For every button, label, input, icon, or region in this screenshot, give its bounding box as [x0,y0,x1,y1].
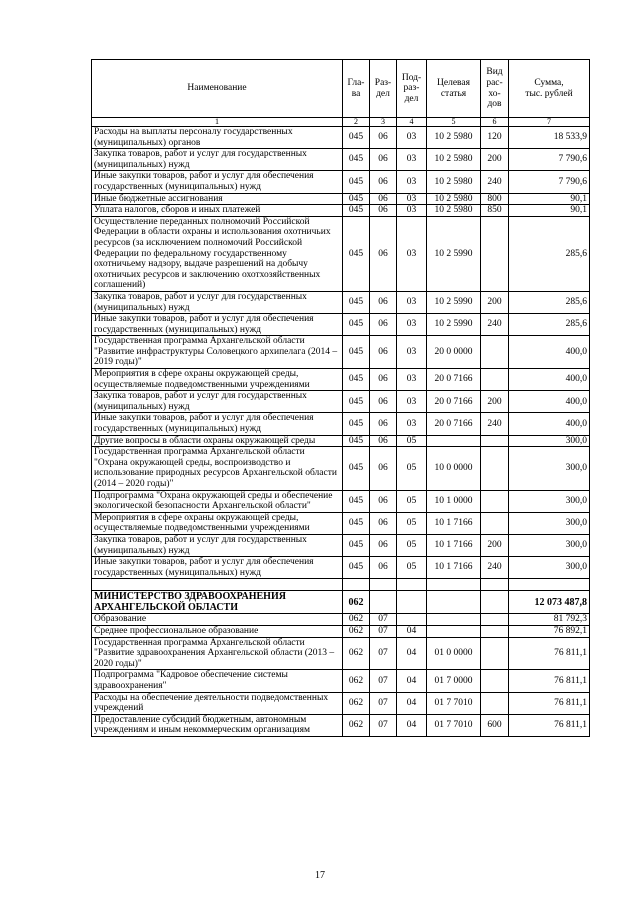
row-type [481,692,509,714]
table-row [92,435,590,447]
budget-table [91,59,590,737]
row-section: 06 [370,314,397,336]
row-chapter: 062 [343,625,370,637]
row-target: 01 7 7010 [427,692,481,714]
row-section: 06 [370,391,397,413]
column-number: 7 [509,118,590,127]
row-type: 200 [481,291,509,313]
table-row [92,149,590,171]
table-row [92,714,590,736]
table-row [92,216,590,291]
header-chapter: Гла- ва [343,60,370,118]
row-amount: 76 811,1 [509,714,590,736]
table-row [92,614,590,626]
row-chapter: 045 [343,435,370,447]
row-target: 10 2 5990 [427,314,481,336]
row-subsection: 04 [397,625,427,637]
row-type: 200 [481,391,509,413]
row-subsection: 05 [397,447,427,490]
row-amount: 285,6 [509,216,590,291]
row-section: 07 [370,714,397,736]
row-name: Уплата налогов, сборов и иных платежей [92,205,343,217]
row-subsection: 05 [397,490,427,512]
row-section: 06 [370,534,397,556]
row-chapter: 045 [343,534,370,556]
row-name: Осуществление переданных полномочий Российской Федерации в области охраны и использования охотничьих ресурсов (за исключением полномочий Российской Федерации по федеральному государственному охотничьему надзору, выдаче разрешений на добычу охотничьих ресурсов и заключению охотхозяйственных соглашений) [92,216,343,291]
row-name: Закупка товаров, работ и услуг для государственных (муниципальных) нужд [92,291,343,313]
row-target [427,435,481,447]
row-type [481,216,509,291]
row-subsection: 03 [397,149,427,171]
row-chapter: 045 [343,171,370,193]
row-target: 20 0 7166 [427,413,481,435]
row-subsection: 04 [397,714,427,736]
row-target [427,625,481,637]
header-name: Наименование [92,60,343,118]
row-target: 10 2 5990 [427,291,481,313]
row-section: 06 [370,490,397,512]
row-target: 10 0 0000 [427,447,481,490]
row-type [481,670,509,692]
row-chapter: 062 [343,692,370,714]
row-amount: 90,1 [509,205,590,217]
row-section: 06 [370,336,397,369]
column-number: 4 [397,118,427,127]
table-row [92,591,590,614]
row-section: 06 [370,557,397,579]
row-subsection: 04 [397,637,427,670]
row-amount: 90,1 [509,193,590,205]
row-subsection: 03 [397,171,427,193]
row-chapter: 045 [343,149,370,171]
row-chapter: 062 [343,591,370,614]
row-chapter: 045 [343,193,370,205]
row-type: 240 [481,171,509,193]
row-amount: 18 533,9 [509,127,590,149]
row-target: 01 0 0000 [427,637,481,670]
row-type: 120 [481,127,509,149]
row-chapter: 045 [343,314,370,336]
row-target: 01 7 0000 [427,670,481,692]
row-name: Государственная программа Архангельской области "Охрана окружающей среды, воспроизводство и использование природных ресурсов Архангельской области (2014 – 2020 годы)" [92,447,343,490]
table-row [92,557,590,579]
row-name: Иные закупки товаров, работ и услуг для обеспечения государственных (муниципальных) нужд [92,413,343,435]
table-row [92,205,590,217]
row-amount: 7 790,6 [509,171,590,193]
row-amount: 300,0 [509,447,590,490]
row-name: Подпрограмма "Охрана окружающей среды и обеспечение экологической безопасности Архангельской области" [92,490,343,512]
row-subsection [397,614,427,626]
row-chapter: 045 [343,336,370,369]
row-target: 10 2 5980 [427,127,481,149]
page-number: 17 [315,870,325,881]
row-type [481,435,509,447]
table-row [92,534,590,556]
row-name: Другие вопросы в области охраны окружающей среды [92,435,343,447]
row-name: Подпрограмма "Кадровое обеспечение системы здравоохранения" [92,670,343,692]
row-section: 06 [370,216,397,291]
table-row [92,127,590,149]
header-section: Раз- дел [370,60,397,118]
row-name: Государственная программа Архангельской области "Развитие инфраструктуры Соловецкого архипелага (2014 – 2019 годы)" [92,336,343,369]
column-number: 1 [92,118,343,127]
row-subsection [397,591,427,614]
row-type [481,637,509,670]
row-target: 20 0 7166 [427,369,481,391]
row-type [481,369,509,391]
row-chapter: 045 [343,413,370,435]
row-section: 06 [370,512,397,534]
row-subsection: 03 [397,314,427,336]
row-target [427,579,481,591]
row-amount: 300,0 [509,534,590,556]
row-amount: 285,6 [509,314,590,336]
header-row [92,60,590,118]
row-subsection: 03 [397,413,427,435]
column-number-row [92,118,590,127]
table-row [92,413,590,435]
table-row [92,490,590,512]
row-amount: 300,0 [509,512,590,534]
row-type: 850 [481,205,509,217]
table-row [92,579,590,591]
table-row [92,391,590,413]
row-target: 10 1 7166 [427,534,481,556]
row-name: МИНИСТЕРСТВО ЗДРАВООХРАНЕНИЯ АРХАНГЕЛЬСКОЙ ОБЛАСТИ [92,591,343,614]
table-row [92,314,590,336]
table-row [92,369,590,391]
row-section: 06 [370,193,397,205]
row-section: 06 [370,413,397,435]
row-name [92,579,343,591]
row-chapter: 062 [343,637,370,670]
row-amount: 76 811,1 [509,637,590,670]
column-number: 6 [481,118,509,127]
row-name: Закупка товаров, работ и услуг для государственных (муниципальных) нужд [92,149,343,171]
column-number: 2 [343,118,370,127]
row-name: Образование [92,614,343,626]
row-type: 200 [481,149,509,171]
row-section: 07 [370,637,397,670]
row-name: Расходы на обеспечение деятельности подведомственных учреждений [92,692,343,714]
row-chapter [343,579,370,591]
row-target: 10 2 5980 [427,193,481,205]
row-chapter: 045 [343,369,370,391]
row-amount: 285,6 [509,291,590,313]
row-type: 800 [481,193,509,205]
row-name: Расходы на выплаты персоналу государственных (муниципальных) органов [92,127,343,149]
row-amount: 81 792,3 [509,614,590,626]
row-chapter: 045 [343,391,370,413]
row-amount: 300,0 [509,557,590,579]
row-type: 600 [481,714,509,736]
row-subsection: 05 [397,512,427,534]
row-amount: 12 073 487,8 [509,591,590,614]
header-amount: Сумма, тыс. рублей [509,60,590,118]
header-type: Вид рас- хо- дов [481,60,509,118]
row-subsection: 05 [397,534,427,556]
row-section: 07 [370,625,397,637]
row-section: 06 [370,205,397,217]
row-section: 06 [370,171,397,193]
row-amount: 76 892,1 [509,625,590,637]
column-number: 5 [427,118,481,127]
row-name: Мероприятия в сфере охраны окружающей среды, осуществляемые подведомственными учреждениями [92,512,343,534]
row-amount: 300,0 [509,435,590,447]
row-target: 10 2 5980 [427,149,481,171]
row-section: 07 [370,670,397,692]
row-section: 06 [370,149,397,171]
row-name: Иные закупки товаров, работ и услуг для обеспечения государственных (муниципальных) нужд [92,314,343,336]
row-type [481,447,509,490]
table-row [92,512,590,534]
table-row [92,336,590,369]
row-subsection: 04 [397,692,427,714]
row-chapter: 045 [343,447,370,490]
row-subsection: 04 [397,670,427,692]
row-subsection: 03 [397,291,427,313]
row-amount: 76 811,1 [509,692,590,714]
row-section: 06 [370,291,397,313]
row-chapter: 062 [343,670,370,692]
row-name: Иные закупки товаров, работ и услуг для обеспечения государственных (муниципальных) нужд [92,171,343,193]
row-subsection: 03 [397,369,427,391]
row-amount: 300,0 [509,490,590,512]
row-section: 06 [370,369,397,391]
row-subsection: 03 [397,391,427,413]
row-amount: 7 790,6 [509,149,590,171]
row-amount: 400,0 [509,369,590,391]
row-name: Среднее профессиональное образование [92,625,343,637]
row-name: Мероприятия в сфере охраны окружающей среды, осуществляемые подведомственными учреждениями [92,369,343,391]
row-section: 06 [370,435,397,447]
row-chapter: 045 [343,490,370,512]
row-section [370,579,397,591]
row-type [481,490,509,512]
column-number: 3 [370,118,397,127]
row-subsection: 03 [397,127,427,149]
row-type: 240 [481,413,509,435]
row-amount: 76 811,1 [509,670,590,692]
row-type: 240 [481,314,509,336]
row-section: 06 [370,127,397,149]
row-chapter: 045 [343,127,370,149]
row-name: Закупка товаров, работ и услуг для государственных (муниципальных) нужд [92,391,343,413]
row-type [481,614,509,626]
row-section: 06 [370,447,397,490]
table-row [92,625,590,637]
table-row [92,670,590,692]
table-row [92,637,590,670]
row-subsection: 03 [397,216,427,291]
row-chapter: 062 [343,714,370,736]
row-target: 10 2 5980 [427,171,481,193]
row-subsection: 05 [397,557,427,579]
row-name: Закупка товаров, работ и услуг для государственных (муниципальных) нужд [92,534,343,556]
row-target: 20 0 7166 [427,391,481,413]
row-chapter: 045 [343,291,370,313]
row-subsection: 03 [397,193,427,205]
row-chapter: 045 [343,557,370,579]
row-section: 07 [370,614,397,626]
row-section [370,591,397,614]
row-subsection: 05 [397,435,427,447]
row-name: Иные бюджетные ассигнования [92,193,343,205]
row-type [481,591,509,614]
row-target: 20 0 0000 [427,336,481,369]
table-row [92,447,590,490]
row-chapter: 062 [343,614,370,626]
row-target: 10 1 0000 [427,490,481,512]
row-name: Предоставление субсидий бюджетным, автономным учреждениям и иным некоммерческим организациям [92,714,343,736]
row-subsection: 03 [397,336,427,369]
header-target: Целевая статья [427,60,481,118]
row-type [481,512,509,534]
row-amount: 400,0 [509,413,590,435]
header-subsection: Под- раз- дел [397,60,427,118]
row-amount: 400,0 [509,391,590,413]
table-row [92,171,590,193]
row-type: 200 [481,534,509,556]
row-subsection: 03 [397,205,427,217]
row-name: Иные закупки товаров, работ и услуг для обеспечения государственных (муниципальных) нужд [92,557,343,579]
row-type: 240 [481,557,509,579]
table-body [92,127,590,737]
row-target [427,614,481,626]
row-target: 01 7 7010 [427,714,481,736]
row-type [481,625,509,637]
table-row [92,193,590,205]
table-row [92,291,590,313]
row-target: 10 1 7166 [427,512,481,534]
row-chapter: 045 [343,205,370,217]
row-amount [509,579,590,591]
row-type [481,579,509,591]
row-target: 10 2 5990 [427,216,481,291]
table-row [92,692,590,714]
row-target [427,591,481,614]
row-target: 10 2 5980 [427,205,481,217]
row-chapter: 045 [343,216,370,291]
row-name: Государственная программа Архангельской области "Развитие здравоохранения Архангельской области (2013 – 2020 годы)" [92,637,343,670]
row-amount: 400,0 [509,336,590,369]
row-subsection [397,579,427,591]
row-type [481,336,509,369]
row-section: 07 [370,692,397,714]
row-target: 10 1 7166 [427,557,481,579]
row-chapter: 045 [343,512,370,534]
